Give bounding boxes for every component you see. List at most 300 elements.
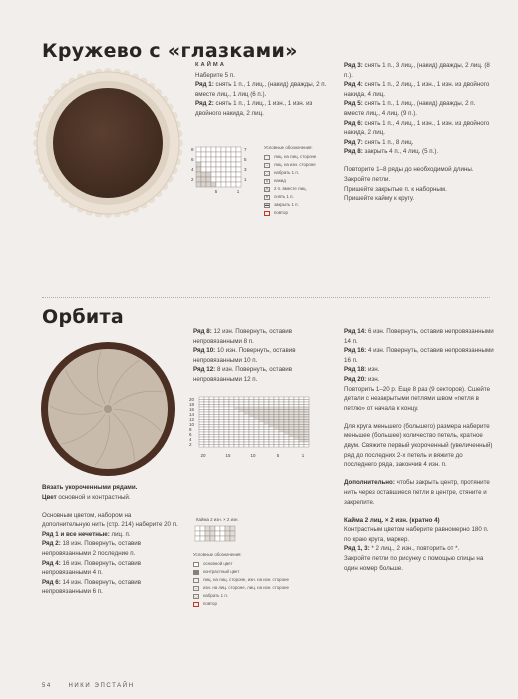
- legend-swatch: [193, 578, 199, 583]
- chart-cell: [221, 162, 226, 167]
- chart-cell: [244, 427, 249, 430]
- legend-swatch: o: [265, 178, 269, 183]
- chart-cell: [299, 432, 304, 435]
- chart-cell: [214, 430, 219, 433]
- legend-item: [193, 560, 343, 568]
- chart-cell: [214, 402, 219, 405]
- chart-cell: [199, 407, 204, 410]
- chart-cell: [259, 442, 264, 445]
- legend-item: [264, 193, 344, 201]
- chart-cell: [264, 415, 269, 418]
- chart-cell: [239, 400, 244, 403]
- chart-cell: [204, 435, 209, 438]
- chart-cell: [219, 430, 224, 433]
- chart-cell: [224, 415, 229, 418]
- chart-cell: [264, 430, 269, 433]
- chart-cell: [299, 437, 304, 440]
- chart-cell: [206, 147, 211, 152]
- chart-cell: [279, 412, 284, 415]
- orbit-legend: [193, 551, 343, 608]
- chart-cell: [289, 397, 294, 400]
- chart-cell: [264, 402, 269, 405]
- chart-cell: [199, 437, 204, 440]
- chart-cell: [279, 405, 284, 408]
- chart-cell: [226, 147, 231, 152]
- chart-cell: [211, 157, 216, 162]
- chart-cell: [196, 172, 201, 177]
- chart-cell: [226, 167, 231, 172]
- chart-cell: [274, 405, 279, 408]
- chart-cell: [211, 152, 216, 157]
- legend-title: Условные обозначения:: [264, 145, 313, 150]
- chart-cell: [201, 152, 206, 157]
- chart-cell: [239, 417, 244, 420]
- chart-cell: [224, 417, 229, 420]
- row-number: 8: [189, 427, 192, 432]
- chart-cell: [234, 442, 239, 445]
- chart-cell: [254, 440, 259, 443]
- chart-cell: [244, 397, 249, 400]
- instruction-paragraph: Ряд 7: снять 1 п., 8 лиц.: [344, 138, 414, 146]
- instruction-paragraph: Вязать укороченными рядами.: [42, 484, 138, 491]
- chart-cell: [304, 437, 309, 440]
- chart-cell: [274, 425, 279, 428]
- chart-cell: [284, 400, 289, 403]
- chart-cell: [224, 402, 229, 405]
- chart-cell: [214, 425, 219, 428]
- chart-cell: [244, 422, 249, 425]
- chart-cell: [284, 420, 289, 423]
- chart-cell: [206, 157, 211, 162]
- chart-cell: [204, 425, 209, 428]
- chart-cell: [274, 420, 279, 423]
- chart-cell: [294, 432, 299, 435]
- chart-cell: [231, 182, 236, 187]
- chart-cell: [234, 432, 239, 435]
- chart-cell: [304, 420, 309, 423]
- chart-cell: [249, 427, 254, 430]
- chart-cell: [204, 415, 209, 418]
- chart-cell: [284, 405, 289, 408]
- chart-cell: [199, 440, 204, 443]
- chart-cell: [209, 437, 214, 440]
- chart-cell: [294, 430, 299, 433]
- chart-cell: [244, 425, 249, 428]
- chart-cell: [215, 526, 220, 531]
- chart-cell: [231, 152, 236, 157]
- chart-cell: [234, 407, 239, 410]
- legend-label: лиц. на лиц. стороне, изн. на изн. стороне: [203, 577, 289, 582]
- chart-cell: [209, 430, 214, 433]
- chart-cell: [216, 167, 221, 172]
- chart-cell: [304, 422, 309, 425]
- chart-cell: [299, 417, 304, 420]
- legend-label: накид: [274, 178, 286, 183]
- chart-cell: [269, 402, 274, 405]
- chart-cell: [226, 152, 231, 157]
- chart-cell: [259, 445, 264, 448]
- instruction-paragraph: Ряд 2: 18 изн. Повернуть, оставив непровязанными 2 последние п.: [42, 540, 142, 558]
- chart-cell: [274, 445, 279, 448]
- chart-cell: [254, 420, 259, 423]
- legend-label: 2 п. вместе лиц.: [274, 186, 307, 191]
- chart-cell: [234, 427, 239, 430]
- chart-cell: [259, 412, 264, 415]
- chart-cell: [284, 417, 289, 420]
- chart-cell: [239, 422, 244, 425]
- chart-cell: [299, 425, 304, 428]
- chart-cell: [231, 172, 236, 177]
- chart-cell: [279, 422, 284, 425]
- instruction-paragraph: Дополнительно: чтобы закрыть центр, протяните нить через оставшиеся петли в центре, стяните и закрепите.: [344, 479, 490, 506]
- chart-cell: [249, 412, 254, 415]
- chart-cell: [289, 415, 294, 418]
- chart-cell: [239, 410, 244, 413]
- chart-cell: [279, 397, 284, 400]
- chart-cell: [210, 536, 215, 541]
- chart-cell: [204, 442, 209, 445]
- chart-cell: [269, 420, 274, 423]
- lace-legend: [264, 144, 344, 217]
- instruction-paragraph: Ряд 8: 12 изн. Повернуть, оставив непровязанными 8 п.: [193, 328, 293, 345]
- chart-cell: [226, 172, 231, 177]
- chart-cell: [249, 400, 254, 403]
- chart-cell: [215, 536, 220, 541]
- page-number: 54: [42, 683, 52, 689]
- chart-cell: [234, 435, 239, 438]
- chart-cell: [274, 402, 279, 405]
- chart-cell: [224, 430, 229, 433]
- instruction-paragraph: Пришейте закрытые п. к наборным.: [344, 185, 447, 193]
- chart-cell: [229, 422, 234, 425]
- chart-cell: [216, 182, 221, 187]
- chart-cell: [214, 417, 219, 420]
- chart-cell: [199, 427, 204, 430]
- chart-cell: [274, 407, 279, 410]
- chart-cell: [234, 412, 239, 415]
- legend-label: основной цвет: [203, 561, 233, 566]
- chart-cell: [299, 402, 304, 405]
- legend-label: снять 1 п.: [274, 194, 294, 199]
- chart-cell: [274, 442, 279, 445]
- instruction-paragraph: Повторить 1–20 р. Еще 8 раз (9 секторов). Сшейте детали с незакрытыми петлями швом «петля в петлю» от начала к концу.: [344, 385, 491, 412]
- chart-cell: [304, 412, 309, 415]
- chart-cell: [214, 420, 219, 423]
- chart-cell: [229, 430, 234, 433]
- chart-cell: [214, 440, 219, 443]
- chart-cell: [294, 400, 299, 403]
- chart-cell: [224, 405, 229, 408]
- chart-cell: [289, 420, 294, 423]
- chart-cell: [239, 402, 244, 405]
- chart-cell: [216, 152, 221, 157]
- chart-cell: [249, 422, 254, 425]
- chart-cell: [264, 400, 269, 403]
- chart-cell: [229, 415, 234, 418]
- chart-cell: [229, 435, 234, 438]
- legend-swatch: [193, 562, 199, 567]
- chart-cell: [236, 147, 241, 152]
- chart-cell: [289, 430, 294, 433]
- chart-cell: [199, 412, 204, 415]
- chart-cell: [234, 437, 239, 440]
- chart-cell: [204, 430, 209, 433]
- chart-cell: [234, 445, 239, 448]
- chart-cell: [294, 407, 299, 410]
- chart-cell: [201, 177, 206, 182]
- chart-cell: [249, 420, 254, 423]
- chart-cell: [289, 435, 294, 438]
- chart-cell: [229, 425, 234, 428]
- chart-cell: [259, 400, 264, 403]
- chart-cell: [209, 412, 214, 415]
- chart-cell: [219, 405, 224, 408]
- chart-cell: [221, 147, 226, 152]
- instruction-paragraph: Ряд 4: 16 изн. Повернуть, оставив непровязанными 4 п.: [42, 559, 142, 577]
- row-number: 18: [189, 402, 195, 407]
- chart-cell: [224, 400, 229, 403]
- chart-cell: [225, 526, 230, 531]
- chart-cell: [299, 440, 304, 443]
- chart-cell: [299, 430, 304, 433]
- chart-cell: [259, 417, 264, 420]
- chart-cell: [211, 172, 216, 177]
- chart-cell: [204, 440, 209, 443]
- chart-cell: [220, 531, 225, 536]
- chart-cell: [254, 432, 259, 435]
- legend-label: закрыть 1 п.: [274, 202, 299, 207]
- chart-cell: [229, 402, 234, 405]
- chart-cell: [239, 440, 244, 443]
- chart-cell: [219, 435, 224, 438]
- chart-cell: [264, 417, 269, 420]
- chart-cell: [264, 427, 269, 430]
- legend-title: Условные обозначения:: [193, 552, 242, 557]
- chart-cell: [254, 405, 259, 408]
- chart-cell: [216, 147, 221, 152]
- chart-cell: [219, 425, 224, 428]
- instruction-paragraph: Ряд 16: 4 изн. Повернуть, оставив непровязанными 16 п.: [344, 347, 494, 364]
- chart-cell: [199, 430, 204, 433]
- instruction-paragraph: Повторите 1–8 ряды до необходимой длины. Закройте петли.: [344, 166, 474, 184]
- instruction-paragraph: Пришейте кайму к кругу.: [344, 195, 415, 203]
- chart-cell: [230, 526, 235, 531]
- chart-cell: [239, 425, 244, 428]
- chart-cell: [244, 405, 249, 408]
- chart-cell: [199, 432, 204, 435]
- chart-cell: [299, 435, 304, 438]
- chart-cell: [294, 425, 299, 428]
- border-chart-caption: Кайма 2 изн. × 2 изн.: [196, 517, 239, 522]
- chart-cell: [209, 410, 214, 413]
- chart-cell: [274, 440, 279, 443]
- chart-cell: [199, 420, 204, 423]
- short-rows-chart: [187, 395, 327, 511]
- chart-cell: [259, 435, 264, 438]
- instruction-paragraph: Цвет основной и контрастный.: [42, 493, 131, 501]
- instruction-paragraph: Для круга меньшего (большего) размера наберите меньшее (большее) количество петель, кратное двум. Свяжите первый укороченный (увеличенный) ряд до последних 2-х петель и вяжите до последнего ряда, закончив 4 изн. п.: [344, 422, 493, 469]
- stitch-number: 1: [236, 189, 240, 194]
- chart-cell: [214, 410, 219, 413]
- chart-cell: [279, 445, 284, 448]
- chart-cell: [284, 432, 289, 435]
- chart-cell: [304, 407, 309, 410]
- chart-cell: [226, 157, 231, 162]
- chart-cell: [254, 407, 259, 410]
- chart-cell: [220, 526, 225, 531]
- chart-cell: [279, 407, 284, 410]
- chart-cell: [274, 437, 279, 440]
- chart-cell: [206, 172, 211, 177]
- stitch-number: 15: [225, 453, 231, 458]
- chart-cell: [195, 531, 200, 536]
- border-chart: [193, 524, 237, 542]
- chart-cell: [254, 397, 259, 400]
- chart-cell: [224, 445, 229, 448]
- chart-cell: [234, 417, 239, 420]
- chart-cell: [284, 407, 289, 410]
- legend-swatch: ◡: [265, 170, 269, 175]
- chart-cell: [259, 432, 264, 435]
- chart-cell: [219, 407, 224, 410]
- chart-cell: [289, 422, 294, 425]
- legend-item: [193, 576, 343, 584]
- instruction-paragraph: Ряд 20: изн.: [344, 375, 380, 383]
- instruction-paragraph: Ряд 8: закрыть 4 п., 4 лиц. (5 п.).: [344, 148, 439, 156]
- chart-cell: [214, 427, 219, 430]
- chart-cell: [196, 147, 201, 152]
- chart-cell: [201, 172, 206, 177]
- chart-cell: [219, 427, 224, 430]
- chart-cell: [205, 536, 210, 541]
- chart-cell: [254, 442, 259, 445]
- chart-cell: [234, 440, 239, 443]
- instruction-paragraph: Ряд 1: снять 1 п., 1 лиц., (накид) дважды, 2 п. вместе лиц., 1 лиц (6 п.).: [195, 81, 327, 98]
- chart-cell: [304, 410, 309, 413]
- chart-cell: [216, 177, 221, 182]
- chart-cell: [244, 402, 249, 405]
- instruction-paragraph: Ряд 10: 10 изн. Повернуть, оставив непровязанными 10 п.: [193, 347, 296, 364]
- legend-swatch: ⋀: [265, 186, 269, 191]
- chart-cell: [196, 157, 201, 162]
- legend-swatch: –: [194, 585, 198, 590]
- chart-cell: [229, 417, 234, 420]
- chart-cell: [249, 440, 254, 443]
- chart-cell: [289, 405, 294, 408]
- chart-cell: [204, 405, 209, 408]
- chart-cell: [224, 427, 229, 430]
- footer: [42, 683, 135, 689]
- chart-cell: [234, 400, 239, 403]
- chart-cell: [259, 425, 264, 428]
- instruction-paragraph: Кайма 2 лиц. × 2 изн. (кратно 4): [344, 516, 440, 524]
- chart-cell: [299, 427, 304, 430]
- chart-cell: [224, 442, 229, 445]
- chart-cell: [224, 422, 229, 425]
- chart-cell: [209, 417, 214, 420]
- chart-cell: [259, 405, 264, 408]
- chart-cell: [229, 420, 234, 423]
- chart-cell: [244, 445, 249, 448]
- chart-cell: [244, 437, 249, 440]
- chart-cell: [220, 536, 225, 541]
- chart-cell: [219, 440, 224, 443]
- stitch-number: 5: [214, 189, 218, 194]
- chart-cell: [249, 435, 254, 438]
- chart-cell: [284, 410, 289, 413]
- chart-cell: [264, 445, 269, 448]
- chart-cell: [264, 435, 269, 438]
- chart-cell: [299, 412, 304, 415]
- chart-cell: [294, 437, 299, 440]
- chart-cell: [289, 442, 294, 445]
- chart-cell: [269, 432, 274, 435]
- chart-cell: [234, 405, 239, 408]
- chart-cell: [254, 417, 259, 420]
- chart-cell: [289, 402, 294, 405]
- chart-cell: [221, 182, 226, 187]
- chart-cell: [274, 412, 279, 415]
- chart-cell: [200, 536, 205, 541]
- chart-cell: [279, 435, 284, 438]
- chart-cell: [284, 437, 289, 440]
- legend-label: контрастный цвет: [203, 569, 240, 574]
- chart-cell: [199, 422, 204, 425]
- chart-cell: [249, 415, 254, 418]
- chart-cell: [201, 162, 206, 167]
- chart-cell: [279, 427, 284, 430]
- chart-cell: [236, 157, 241, 162]
- instruction-paragraph: Ряд 18: изн.: [344, 366, 380, 374]
- legend-item: [264, 177, 344, 185]
- chart-cell: [244, 417, 249, 420]
- chart-cell: [224, 397, 229, 400]
- chart-cell: [269, 397, 274, 400]
- chart-cell: [254, 422, 259, 425]
- chart-cell: [204, 432, 209, 435]
- chart-cell: [244, 420, 249, 423]
- chart-cell: [284, 442, 289, 445]
- chart-cell: [269, 440, 274, 443]
- chart-cell: [211, 167, 216, 172]
- chart-cell: [199, 400, 204, 403]
- lace-doily-photo: [33, 68, 183, 218]
- col1-heading: КАЙМА: [195, 62, 226, 68]
- chart-cell: [211, 147, 216, 152]
- chart-cell: [239, 442, 244, 445]
- chart-cell: [289, 437, 294, 440]
- chart-cell: [259, 420, 264, 423]
- chart-cell: [209, 435, 214, 438]
- chart-cell: [199, 442, 204, 445]
- chart-cell: [264, 432, 269, 435]
- chart-cell: [294, 440, 299, 443]
- legend-item: [193, 568, 343, 576]
- chart-cell: [254, 415, 259, 418]
- chart-cell: [196, 177, 201, 182]
- chart-cell: [209, 415, 214, 418]
- chart-cell: [224, 410, 229, 413]
- section1-col2: [344, 61, 494, 204]
- chart-cell: [284, 397, 289, 400]
- chart-cell: [204, 437, 209, 440]
- chart-cell: [204, 407, 209, 410]
- chart-cell: [289, 400, 294, 403]
- chart-cell: [284, 435, 289, 438]
- chart-cell: [201, 157, 206, 162]
- chart-cell: [304, 400, 309, 403]
- chart-cell: [214, 405, 219, 408]
